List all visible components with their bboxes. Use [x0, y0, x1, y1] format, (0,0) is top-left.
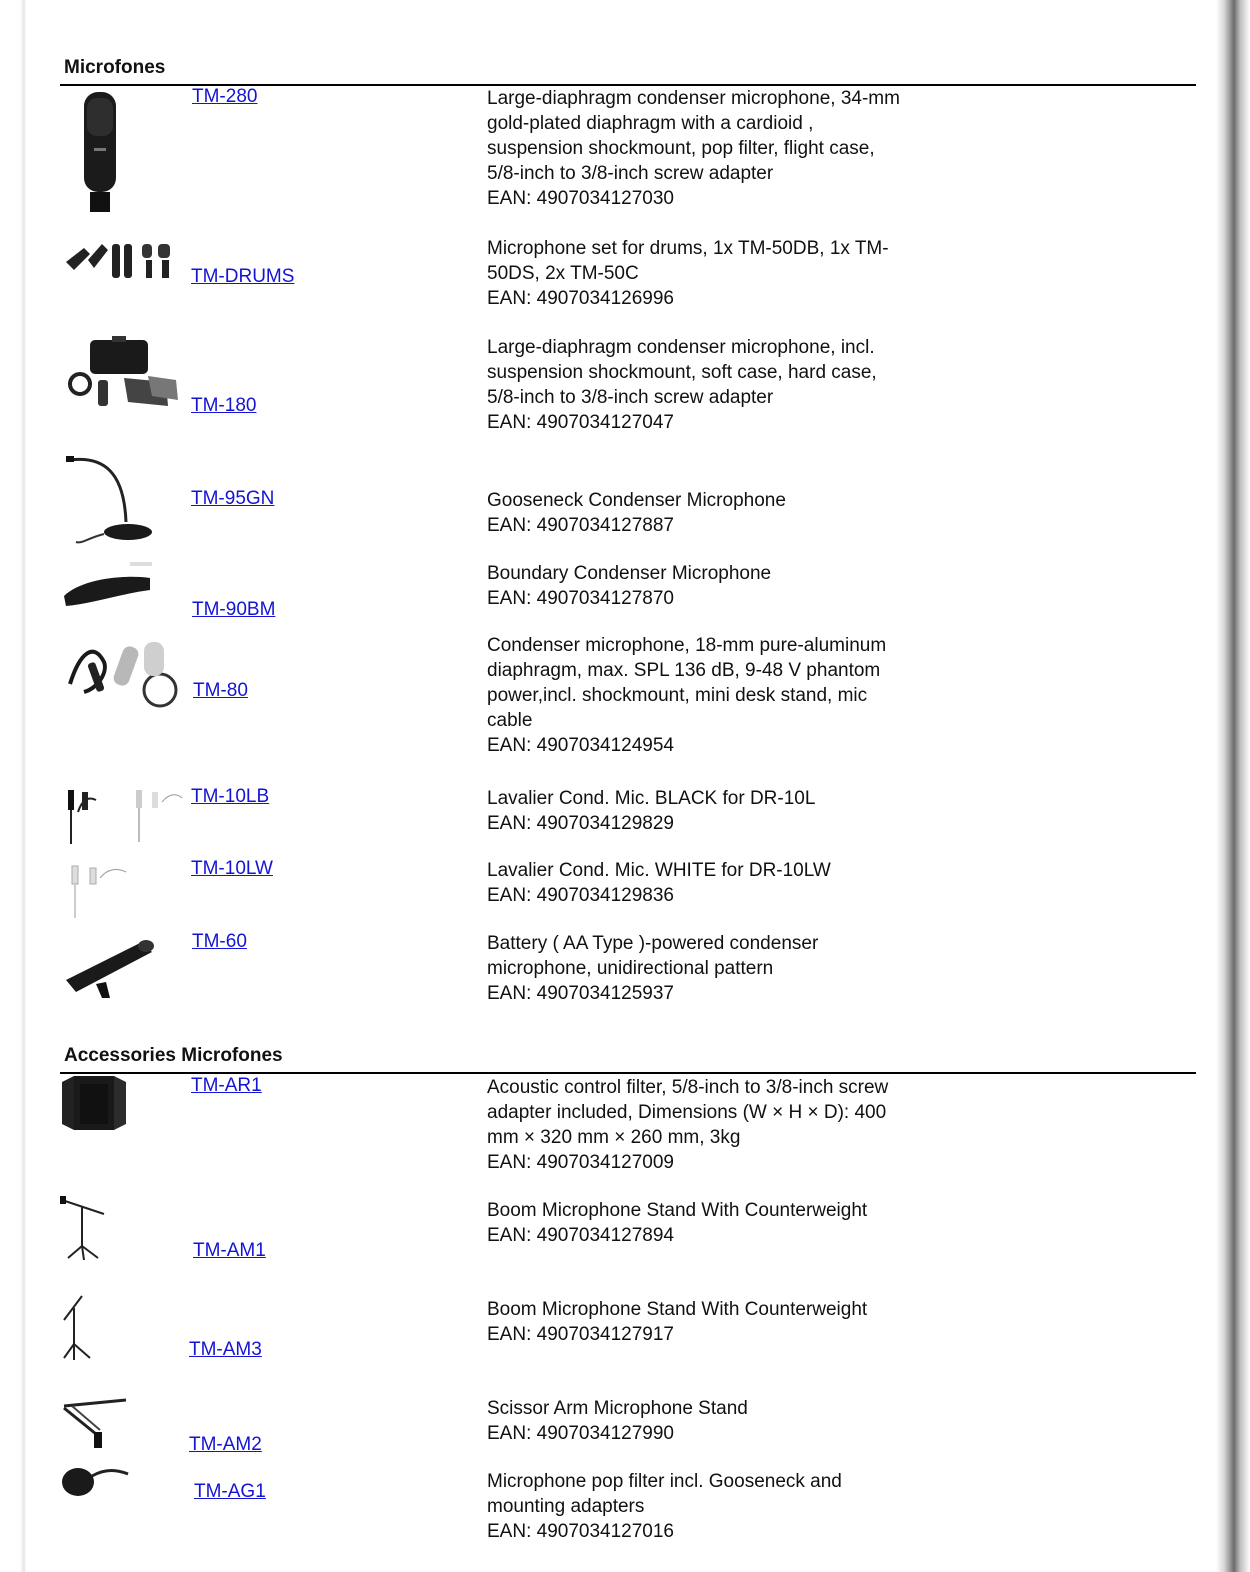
ean-line: EAN: 4907034127990	[487, 1423, 674, 1444]
description-line: cable	[487, 710, 533, 731]
model-link-tm-280[interactable]: TM-280	[192, 86, 258, 107]
description-line: 50DS, 2x TM-50C	[487, 263, 639, 284]
description-tm-ag1	[487, 1469, 927, 1544]
description-line: Microphone set for drums, 1x TM-50DB, 1x TM-	[487, 238, 889, 259]
tm-10lb-lavalier-microphone-image	[62, 786, 184, 846]
description-line: mm × 320 mm × 260 mm, 3kg	[487, 1127, 741, 1148]
description-tm-drums	[487, 236, 927, 311]
section-rule	[60, 1072, 1196, 1074]
description-line: gold-plated diaphragm with a cardioid ,	[487, 113, 814, 134]
description-line: diaphragm, max. SPL 136 dB, 9-48 V phantom	[487, 660, 881, 681]
description-line: Acoustic control filter, 5/8-inch to 3/8-inch screw	[487, 1077, 889, 1098]
description-tm-95gn	[487, 488, 927, 538]
description-line: microphone, unidirectional pattern	[487, 958, 774, 979]
model-link-tm-60[interactable]: TM-60	[192, 931, 247, 952]
description-line: suspension shockmount, soft case, hard case,	[487, 362, 877, 383]
ean-line: EAN: 4907034129836	[487, 885, 674, 906]
tm-am3-boom-stand-image	[60, 1294, 100, 1362]
tm-10lw-lavalier-microphone-image	[64, 860, 134, 920]
description-tm-10lw	[487, 858, 927, 908]
ean-line: EAN: 4907034127009	[487, 1152, 674, 1173]
model-link-tm-am3[interactable]: TM-AM3	[189, 1339, 262, 1360]
ean-line: EAN: 4907034127016	[487, 1521, 674, 1542]
ean-line: EAN: 4907034127030	[487, 188, 674, 209]
model-link-tm-am2[interactable]: TM-AM2	[189, 1434, 262, 1455]
model-link-tm-90bm[interactable]: TM-90BM	[192, 599, 276, 620]
description-line: Boundary Condenser Microphone	[487, 563, 772, 584]
description-tm-80	[487, 633, 927, 758]
section-title-microfones: Microfones	[64, 57, 166, 78]
ean-line: EAN: 4907034124954	[487, 735, 674, 756]
tm-180-microphone-kit-image	[62, 336, 180, 410]
description-tm-60	[487, 931, 927, 1006]
description-line: suspension shockmount, pop filter, flight case,	[487, 138, 875, 159]
description-tm-am1	[487, 1198, 927, 1248]
model-link-tm-180[interactable]: TM-180	[191, 395, 257, 416]
tm-ar1-acoustic-filter-image	[60, 1074, 128, 1132]
model-link-tm-am1[interactable]: TM-AM1	[193, 1240, 266, 1261]
model-link-tm-ar1[interactable]: TM-AR1	[191, 1075, 262, 1096]
description-line: Large-diaphragm condenser microphone, incl.	[487, 337, 875, 358]
tm-60-handheld-microphone-image	[62, 934, 156, 1000]
ean-line: EAN: 4907034127917	[487, 1324, 674, 1345]
description-line: Microphone pop filter incl. Gooseneck and	[487, 1471, 842, 1492]
description-line: Large-diaphragm condenser microphone, 34-mm	[487, 88, 900, 109]
ean-line: EAN: 4907034125937	[487, 983, 674, 1004]
tm-drums-microphone-set-image	[62, 238, 182, 282]
model-link-tm-10lb[interactable]: TM-10LB	[191, 786, 270, 807]
tm-95gn-gooseneck-microphone-image	[64, 452, 164, 548]
description-line: Boom Microphone Stand With Counterweight	[487, 1200, 868, 1221]
description-line: 5/8-inch to 3/8-inch screw adapter	[487, 387, 774, 408]
description-tm-am2	[487, 1396, 927, 1446]
description-line: Lavalier Cond. Mic. BLACK for DR-10L	[487, 788, 816, 809]
tm-ag1-pop-filter-image	[60, 1464, 130, 1498]
tm-90bm-boundary-microphone-image	[60, 560, 156, 616]
description-tm-am3	[487, 1297, 927, 1347]
description-line: power,incl. shockmount, mini desk stand, mic	[487, 685, 868, 706]
tm-80-microphone-kit-image	[64, 632, 186, 718]
ean-line: EAN: 4907034129829	[487, 813, 674, 834]
ean-line: EAN: 4907034127870	[487, 588, 674, 609]
ean-line: EAN: 4907034126996	[487, 288, 674, 309]
section-title-accessories-microfones: Accessories Microfones	[64, 1045, 283, 1066]
model-link-tm-ag1[interactable]: TM-AG1	[194, 1481, 266, 1502]
ean-line: EAN: 4907034127887	[487, 515, 674, 536]
description-line: Gooseneck Condenser Microphone	[487, 490, 786, 511]
model-link-tm-95gn[interactable]: TM-95GN	[191, 488, 275, 509]
tm-280-microphone-image	[76, 88, 124, 218]
description-line: 5/8-inch to 3/8-inch screw adapter	[487, 163, 774, 184]
description-tm-10lb	[487, 786, 927, 836]
description-line: Battery ( AA Type )-powered condenser	[487, 933, 819, 954]
description-tm-90bm	[487, 561, 927, 611]
ean-line: EAN: 4907034127894	[487, 1225, 674, 1246]
description-line: Boom Microphone Stand With Counterweight	[487, 1299, 868, 1320]
model-link-tm-drums[interactable]: TM-DRUMS	[191, 266, 295, 287]
description-line: Condenser microphone, 18-mm pure-aluminum	[487, 635, 887, 656]
description-tm-ar1	[487, 1075, 927, 1175]
description-tm-280	[487, 86, 927, 211]
description-line: Lavalier Cond. Mic. WHITE for DR-10LW	[487, 860, 831, 881]
page-right-shadow	[1216, 0, 1250, 1572]
tm-am2-scissor-arm-stand-image	[60, 1394, 130, 1452]
tm-am1-boom-stand-image	[60, 1196, 110, 1262]
model-link-tm-80[interactable]: TM-80	[193, 680, 248, 701]
description-tm-180	[487, 335, 927, 435]
description-line: mounting adapters	[487, 1496, 645, 1517]
description-line: Scissor Arm Microphone Stand	[487, 1398, 748, 1419]
page-left-edge	[0, 0, 26, 1572]
model-link-tm-10lw[interactable]: TM-10LW	[191, 858, 273, 879]
ean-line: EAN: 4907034127047	[487, 412, 674, 433]
description-line: adapter included, Dimensions (W × H × D): 400	[487, 1102, 887, 1123]
